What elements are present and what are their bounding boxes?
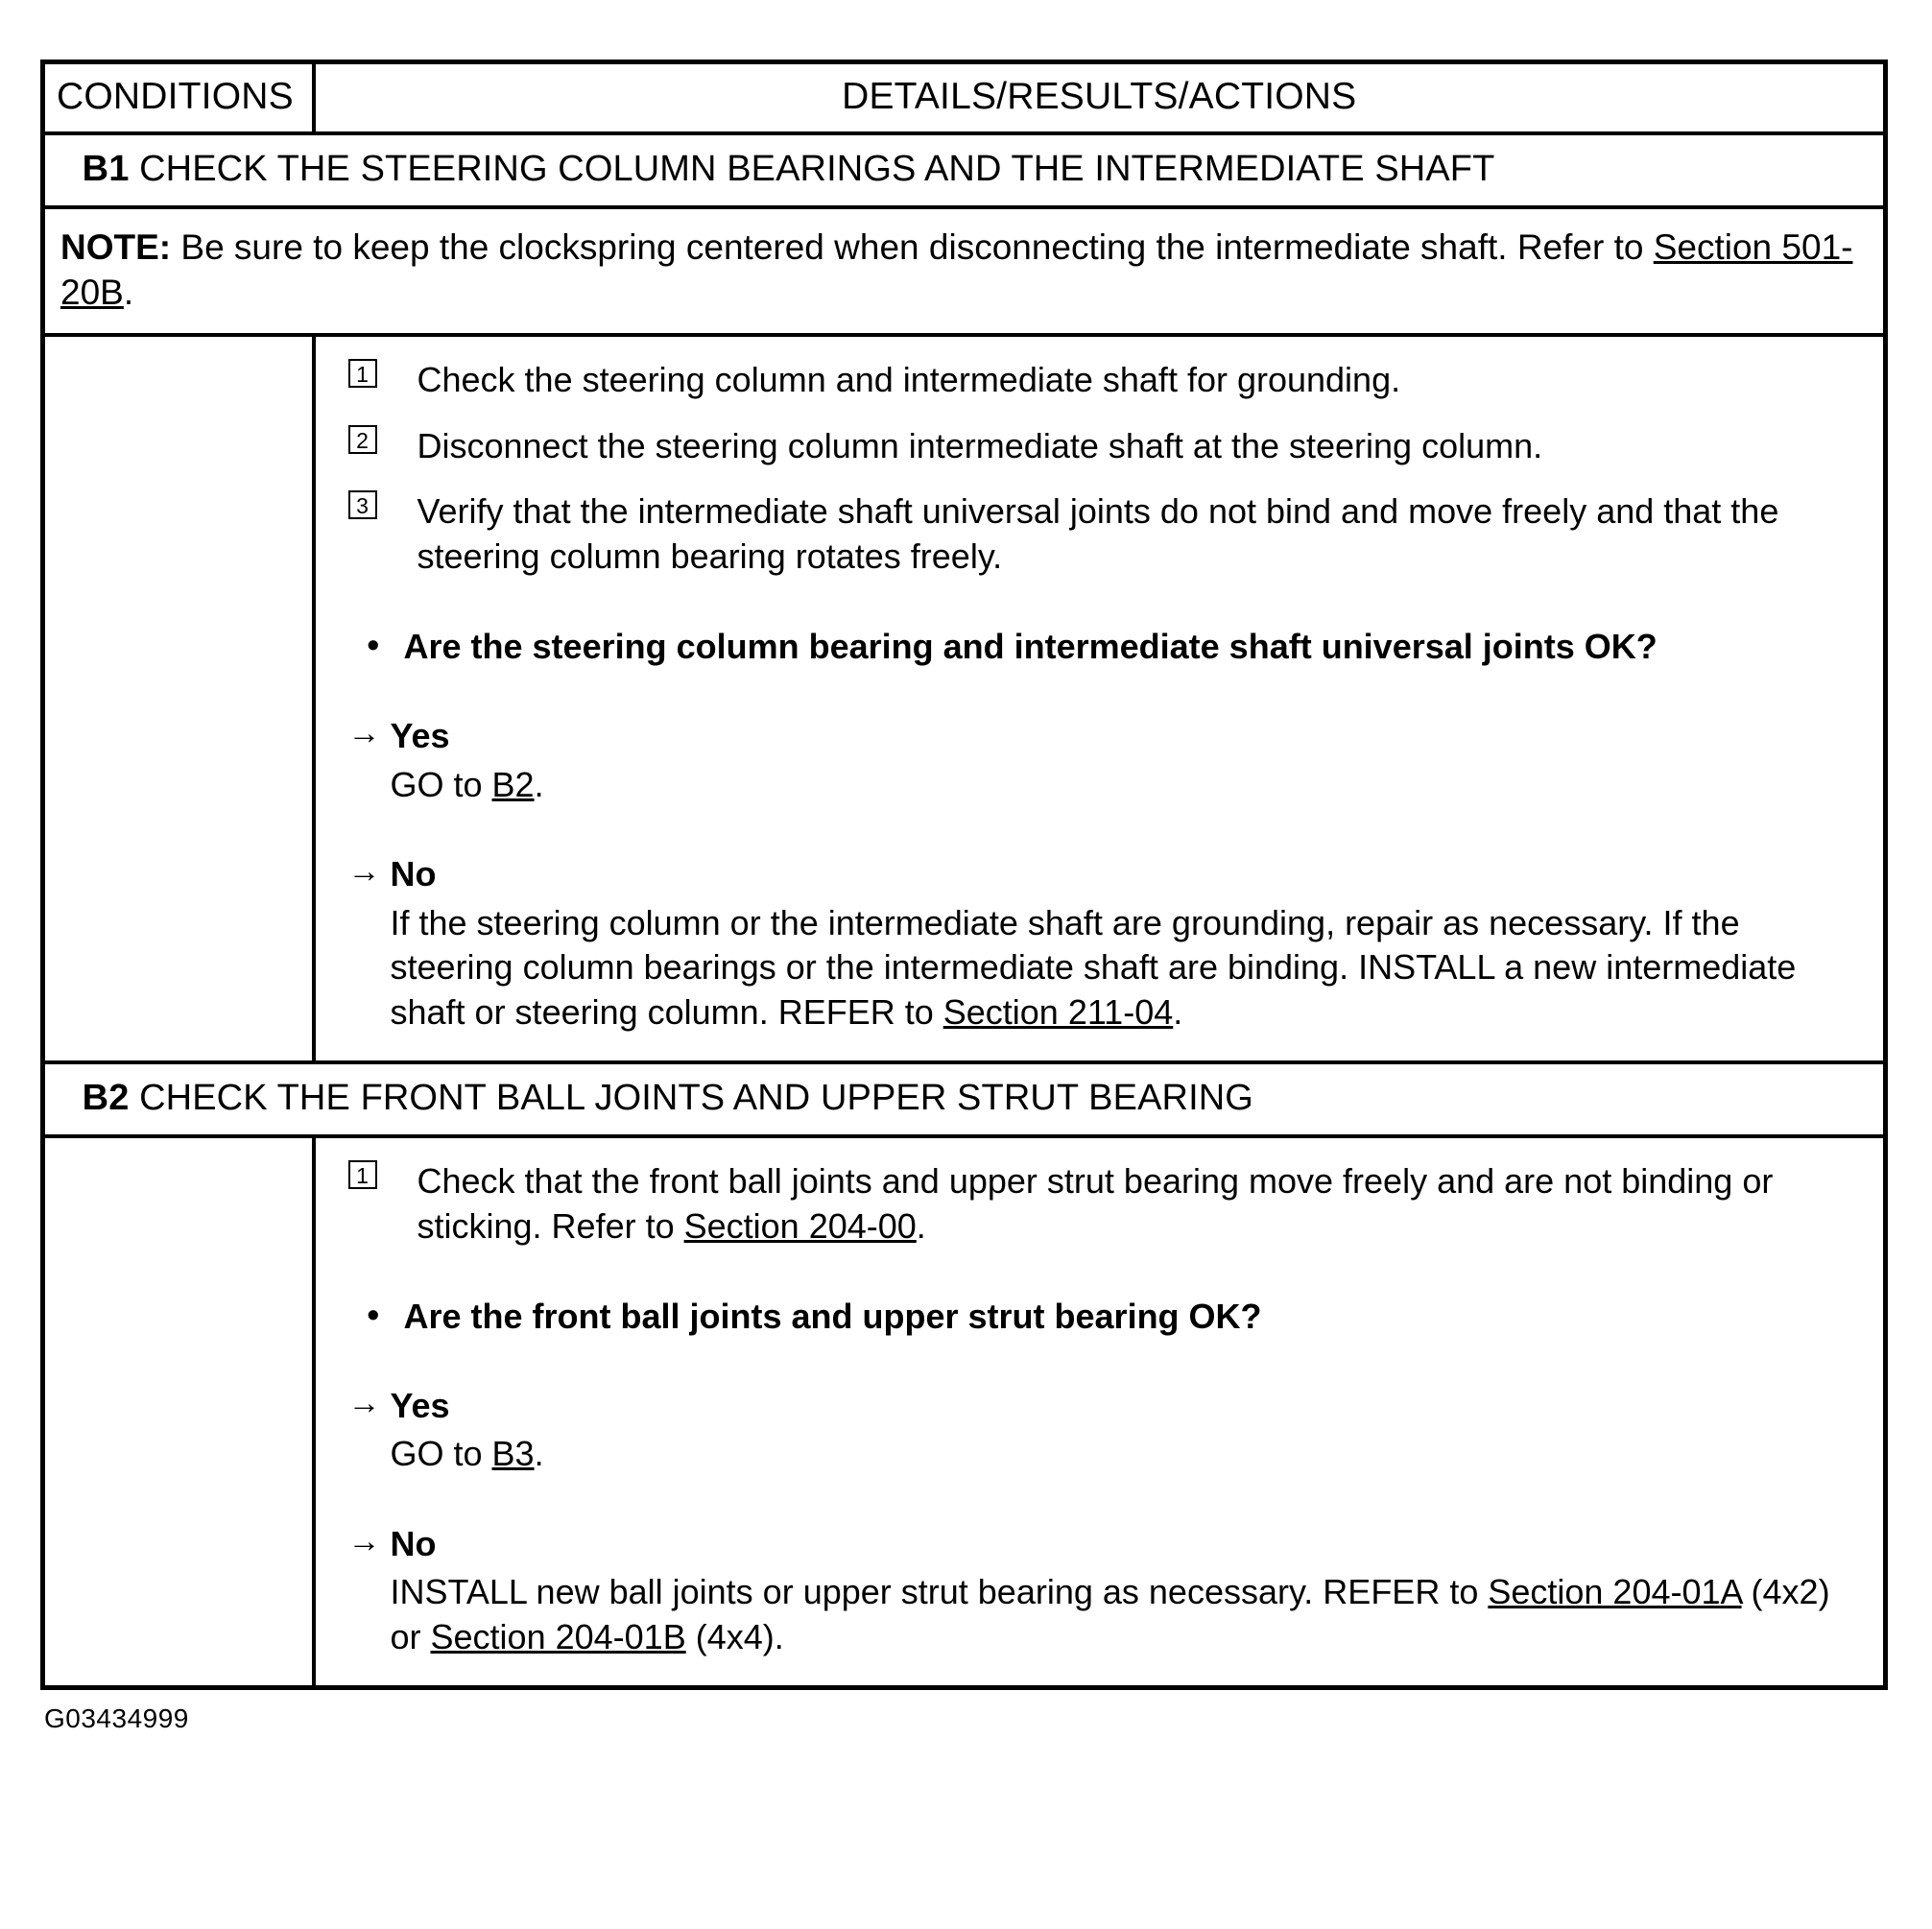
bullet-icon: • <box>367 624 380 664</box>
step-title-text-b2: CHECK THE FRONT BALL JOINTS AND UPPER STRUT BEARING <box>139 1077 1253 1118</box>
answer-yes-b1 <box>348 715 1859 807</box>
step-text-pre: Check that the front ball joints and upper strut bearing move freely and are not binding or sticking. Refer to <box>417 1160 1774 1246</box>
answer-label-no: No <box>390 854 437 894</box>
column-header-conditions: CONDITIONS <box>43 62 314 134</box>
step-title-row-b2 <box>43 1062 1886 1136</box>
answer-link-2[interactable]: Section 204-01B <box>430 1617 686 1657</box>
conditions-cell-b2 <box>43 1136 314 1687</box>
step-text: Disconnect the steering column intermediate shaft at the steering column. <box>417 425 1543 465</box>
bullet-icon: • <box>367 1294 380 1334</box>
table-header-row <box>43 62 1886 134</box>
answer-pre: GO to <box>390 764 492 804</box>
answer-post: . <box>1173 992 1183 1033</box>
step-title-b1 <box>43 133 1886 207</box>
arrow-right-icon: → <box>347 1385 381 1422</box>
note-b1 <box>43 207 1886 335</box>
arrow-right-icon: → <box>347 715 381 752</box>
step-title-b2 <box>43 1062 1886 1136</box>
note-row-b1 <box>43 207 1886 335</box>
answer-post: . <box>534 764 544 804</box>
answer-link[interactable]: Section 211-04 <box>942 992 1174 1033</box>
answer-pre: If the steering column or the intermediate shaft are grounding, repair as necessary. If the steering column bearings or the intermediate shaft are binding. INSTALL a new intermediate shaft or steering column. REFER to <box>390 902 1797 1033</box>
answer-label-yes: Yes <box>390 1386 450 1426</box>
note-trailing: . <box>123 273 134 313</box>
step-number-box: 1 <box>348 1160 377 1189</box>
answer-text-no <box>391 901 1859 1036</box>
diagnostic-table <box>40 60 1888 1690</box>
answer-pre: INSTALL new ball joints or upper strut bearing as necessary. REFER to <box>390 1572 1489 1612</box>
step-id-b1: B1 <box>82 149 130 189</box>
column-header-details: DETAILS/RESULTS/ACTIONS <box>314 62 1886 134</box>
step-text: Verify that the intermediate shaft universal joints do not bind and move freely and that the steering column bearing rotates freely. <box>417 491 1779 577</box>
answer-text-yes <box>391 763 1859 808</box>
step-text-post: . <box>916 1205 926 1246</box>
note-text: Be sure to keep the clockspring centered when disconnecting the intermediate shaft. Refer to <box>180 227 1644 267</box>
question-block-b1 <box>348 624 1859 670</box>
note-label: NOTE: <box>60 227 172 267</box>
answer-no-b2 <box>348 1523 1859 1660</box>
question-text: Are the front ball joints and upper strut bearing OK? <box>403 1296 1262 1336</box>
answer-post: . <box>534 1434 544 1474</box>
figure-code: G03434999 <box>44 1703 189 1733</box>
conditions-cell-b1 <box>43 335 314 1062</box>
note-link[interactable]: Section 501-20B <box>60 227 1853 313</box>
numbered-steps-b2 <box>348 1159 1859 1250</box>
answer-link[interactable]: B2 <box>491 764 535 804</box>
details-cell-b2 <box>314 1136 1886 1687</box>
answer-yes-b2 <box>348 1385 1859 1477</box>
numbered-step <box>348 1159 1859 1250</box>
arrow-right-icon: → <box>347 853 381 891</box>
step-body-row-b1 <box>43 335 1886 1062</box>
answer-pre: GO to <box>390 1434 492 1474</box>
step-body-row-b2 <box>43 1136 1886 1687</box>
answer-text-yes <box>391 1432 1859 1477</box>
question-block-b2 <box>348 1294 1859 1340</box>
question-text: Are the steering column bearing and intermediate shaft universal joints OK? <box>403 626 1658 666</box>
step-title-text-b1: CHECK THE STEERING COLUMN BEARINGS AND THE INTERMEDIATE SHAFT <box>139 149 1495 189</box>
numbered-steps-b1 <box>348 358 1859 580</box>
answer-mid: (4x2) or <box>390 1572 1830 1657</box>
answer-post: (4x4). <box>685 1617 784 1657</box>
step-number-box: 3 <box>348 490 377 519</box>
answer-label-no: No <box>390 1524 437 1564</box>
step-id-b2: B2 <box>82 1077 130 1118</box>
answer-label-yes: Yes <box>390 716 450 756</box>
answer-link[interactable]: Section 204-01A <box>1488 1572 1742 1612</box>
step-text: Check the steering column and intermediate shaft for grounding. <box>417 359 1401 399</box>
details-cell-b1 <box>314 335 1886 1062</box>
numbered-step <box>348 358 1859 403</box>
step-link[interactable]: Section 204-00 <box>683 1205 917 1246</box>
numbered-step <box>348 424 1859 469</box>
numbered-step <box>348 489 1859 580</box>
step-number-box: 1 <box>348 359 377 388</box>
answer-link[interactable]: B3 <box>491 1434 535 1474</box>
arrow-right-icon: → <box>347 1523 381 1560</box>
answer-text-no <box>391 1570 1859 1660</box>
answer-no-b1 <box>348 853 1859 1036</box>
step-number-box: 2 <box>348 425 377 454</box>
step-title-row-b1 <box>43 133 1886 207</box>
